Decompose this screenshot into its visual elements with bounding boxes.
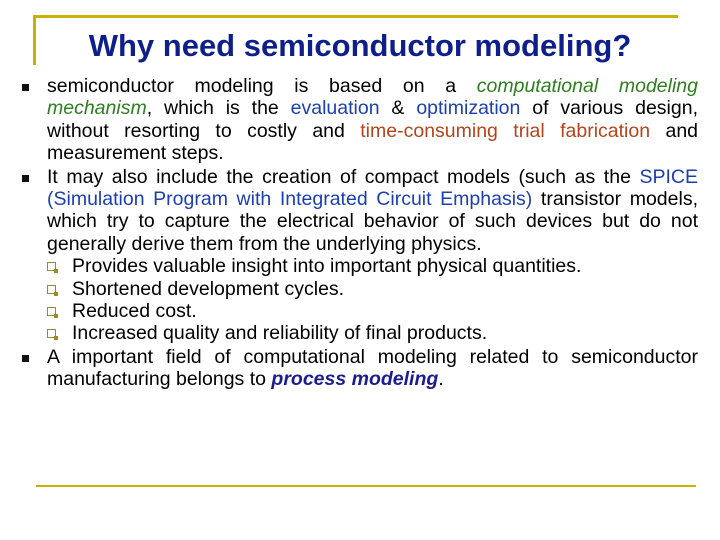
sub-item-3: Reduced cost.	[22, 300, 698, 322]
slide-title: Why need semiconductor modeling?	[88, 28, 632, 63]
checkbox-bullet-icon	[47, 285, 56, 294]
bullet-item-1	[22, 75, 698, 165]
bullet-text: A important field of computational modeling related to semiconductor manufacturing belongs to process modeling.	[47, 345, 698, 391]
square-bullet-icon	[22, 175, 29, 182]
bullet-item-3	[22, 346, 698, 391]
sub-item-2: Shortened development cycles.	[22, 278, 698, 300]
sub-item-4: Increased quality and reliability of final products.	[22, 322, 698, 344]
bullet-text: It may also include the creation of compact models (such as the SPICE (Simulation Program with Integrated Circuit Emphasis) transistor models, which try to capture the electrical behavior of such devices but do not generally derive them from the underlying physics.	[47, 165, 698, 255]
sub-item-1: Provides valuable insight into important physical quantities.	[22, 255, 698, 277]
bottom-divider	[36, 485, 696, 487]
bullet-text: semiconductor modeling is based on a computational modeling mechanism, which is the evaluation & optimization of various design, without resorting to costly and time-consuming trial fabrication and measurement steps.	[47, 75, 699, 165]
frame-top-line	[33, 15, 678, 18]
checkbox-bullet-icon	[47, 329, 56, 338]
slide-content	[22, 75, 698, 391]
checkbox-bullet-icon	[47, 262, 56, 271]
checkbox-bullet-icon	[47, 307, 56, 316]
bullet-item-2	[22, 166, 698, 256]
square-bullet-icon	[22, 84, 29, 91]
square-bullet-icon	[22, 355, 29, 362]
